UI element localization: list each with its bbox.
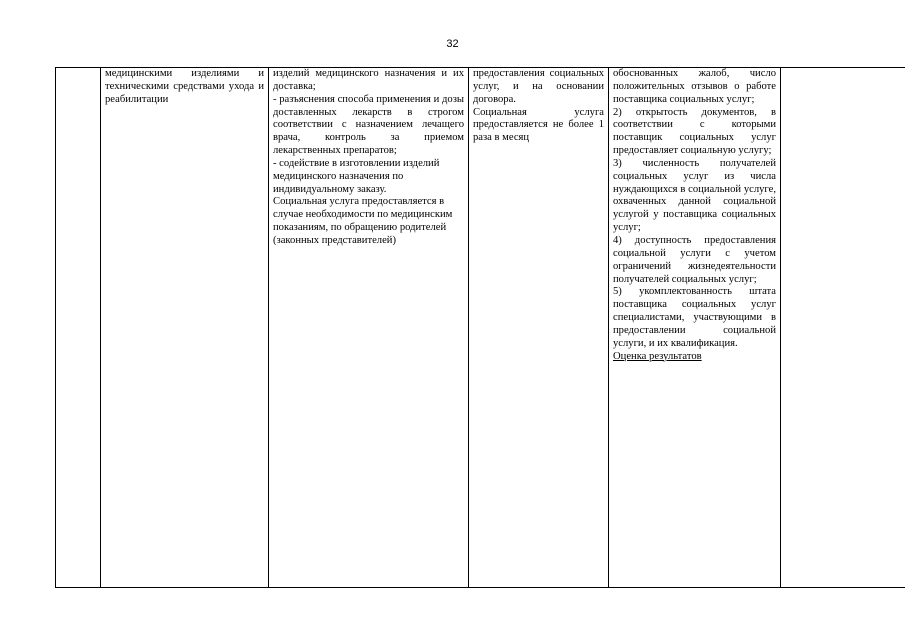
table-cell-quality-indicators (609, 68, 781, 588)
indicator-paragraph: 4) доступность предоставления социальной услуги с учетом ограничений жизнедеятельности получателей социальных услуг; (613, 234, 776, 285)
indicator-paragraph: 2) открытость документов, в соответствии с которыми поставщик социальных услуг предоставляет социальную услугу; (613, 106, 776, 157)
description-paragraph: - содействие в изготовлении изделий медицинского назначения по индивидуальному заказу. (273, 157, 440, 195)
indicator-paragraph: Оценка результатов (613, 350, 702, 362)
description-paragraph: - разъяснения способа применения и дозы доставленных лекарств в строгом соответствии с назначением лечащего врача, контроль за приемом лекарственных препаратов; (273, 93, 464, 157)
table-cell-number (56, 68, 101, 588)
table-cell-service-terms (469, 68, 609, 588)
indicator-paragraph: 3) численность получателей социальных услуг из числа нуждающихся в социальной услуге, охваченных данной социальной услугой у поставщика социальных услуг; (613, 157, 776, 234)
terms-paragraph: Социальная услуга предоставляется не более 1 раза в месяц (473, 106, 604, 144)
table-row (56, 68, 905, 588)
table-cell-service-description (269, 68, 469, 588)
indicator-paragraph: 5) укомплектованность штата поставщика социальных услуг специалистами, участвующими в предоставлении социальной услуги, и их квалификация. (613, 286, 776, 349)
page-number: 32 (446, 38, 459, 50)
services-table (55, 67, 905, 588)
service-name-text: медицинскими изделиями и техническими средствами ухода и реабилитации (105, 68, 264, 105)
indicator-paragraph: обоснованных жалоб, число положительных отзывов о работе поставщика социальных услуг; (613, 68, 776, 105)
description-paragraph: Социальная услуга предоставляется в случае необходимости по медицинским показаниям, по обращению родителей (законных представителей) (273, 196, 453, 246)
description-paragraph: изделий медицинского назначения и их доставка; (273, 68, 464, 92)
terms-paragraph: предоставления социальных услуг, и на основании договора. (473, 68, 604, 105)
table-cell-service-name (101, 68, 269, 588)
table-cell-empty (781, 68, 905, 588)
